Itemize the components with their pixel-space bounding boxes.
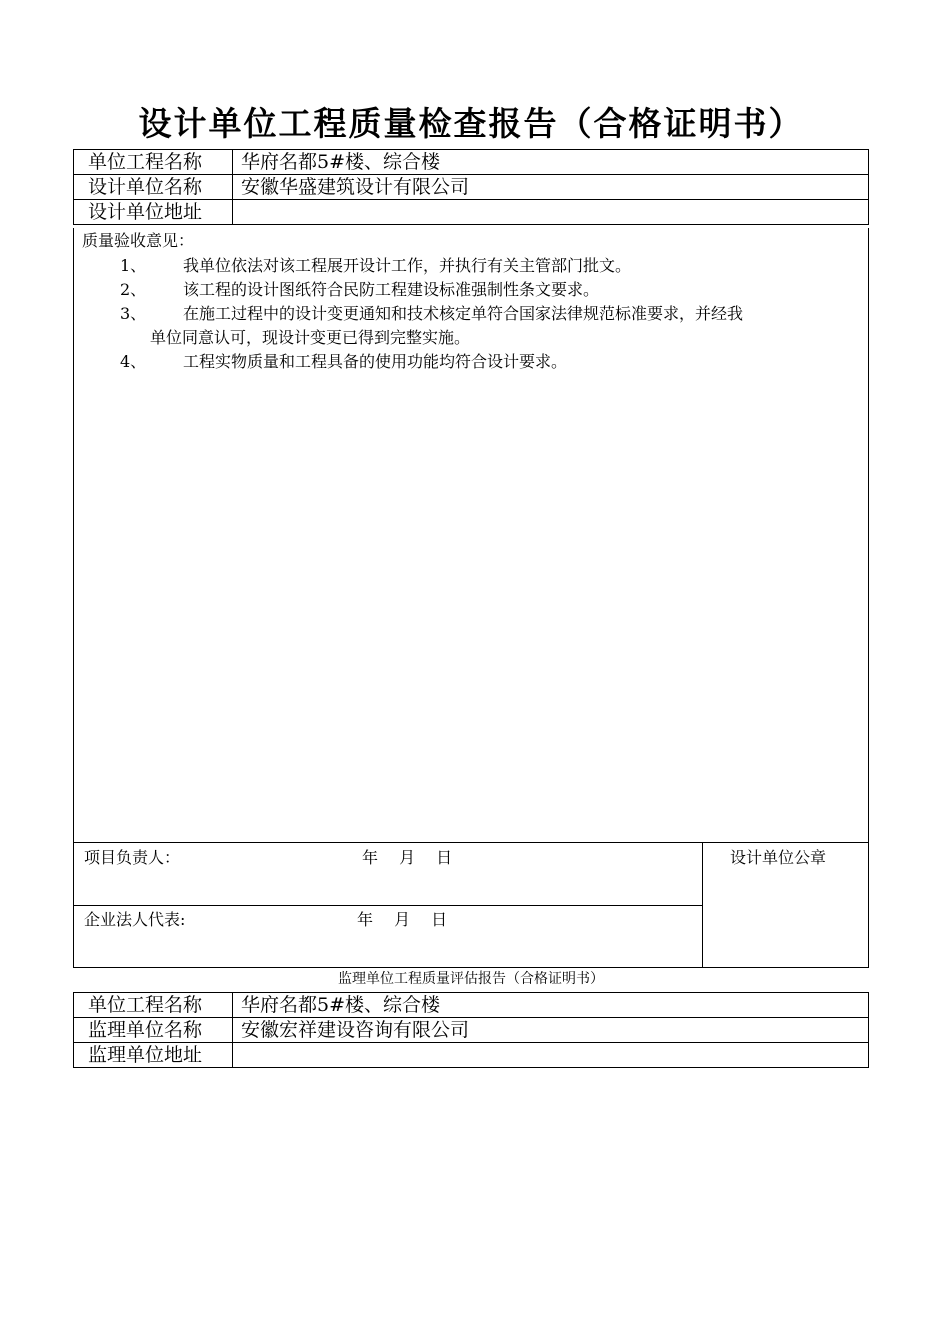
opinion-item-text: 我单位依法对该工程展开设计工作，并执行有关主管部门批文。 — [183, 256, 632, 275]
project-leader-label: 项目负责人： — [84, 848, 181, 867]
design-unit-address-label: 设计单位地址 — [74, 200, 233, 225]
table-row — [74, 1018, 869, 1043]
opinion-item-number: 3、 — [120, 304, 147, 323]
table-row — [74, 175, 869, 200]
opinion-item-3 — [120, 302, 860, 350]
signature-fields — [74, 843, 703, 967]
opinion-item-text: 该工程的设计图纸符合民防工程建设标准强制性条文要求。 — [183, 280, 600, 299]
project-leader-date: 年 月 日 — [362, 848, 453, 867]
design-info-table — [73, 149, 869, 225]
opinion-item-continuation: 单位同意认可，现设计变更已得到完整实施。 — [150, 328, 471, 347]
table-row — [74, 993, 869, 1018]
design-unit-name-value: 安徽华盛建筑设计有限公司 — [233, 175, 869, 200]
design-report-title: 设计单位工程质量检查报告（合格证明书） — [138, 104, 804, 143]
design-unit-name-label: 设计单位名称 — [74, 175, 233, 200]
signature-section — [73, 842, 869, 968]
opinion-item-text: 工程实物质量和工程具备的使用功能均符合设计要求。 — [183, 352, 568, 371]
project-name-value: 华府名都5#楼、综合楼 — [233, 993, 869, 1018]
opinion-item-number: 4、 — [120, 352, 147, 371]
legal-representative-date: 年 月 日 — [357, 910, 448, 929]
opinion-item-number: 1、 — [120, 256, 147, 275]
supervision-unit-name-label: 监理单位名称 — [74, 1018, 233, 1043]
project-name-label: 单位工程名称 — [74, 993, 233, 1018]
legal-representative-row — [74, 905, 702, 967]
supervision-unit-address-label: 监理单位地址 — [74, 1043, 233, 1068]
quality-opinion-section — [73, 228, 869, 843]
project-name-value: 华府名都5#楼、综合楼 — [233, 150, 869, 175]
table-row — [74, 150, 869, 175]
opinion-item-1 — [120, 254, 860, 278]
opinion-heading: 质量验收意见： — [82, 231, 195, 250]
opinion-item-4 — [120, 350, 860, 374]
supervision-report-title: 监理单位工程质量评估报告（合格证明书） — [338, 971, 604, 987]
design-unit-address-value — [233, 200, 869, 225]
supervision-unit-name-value: 安徽宏祥建设咨询有限公司 — [233, 1018, 869, 1043]
table-row — [74, 200, 869, 225]
opinion-item-2 — [120, 278, 860, 302]
project-name-label: 单位工程名称 — [74, 150, 233, 175]
opinion-item-number: 2、 — [120, 280, 147, 299]
design-unit-seal-label: 设计单位公章 — [730, 848, 827, 867]
opinion-item-text: 在施工过程中的设计变更通知和技术核定单符合国家法律规范标准要求，并经我 — [183, 304, 744, 323]
supervision-unit-address-value — [233, 1043, 869, 1068]
table-row — [74, 1043, 869, 1068]
supervision-info-table — [73, 992, 869, 1068]
legal-representative-label: 企业法人代表: — [84, 910, 186, 929]
project-leader-row — [74, 843, 702, 906]
